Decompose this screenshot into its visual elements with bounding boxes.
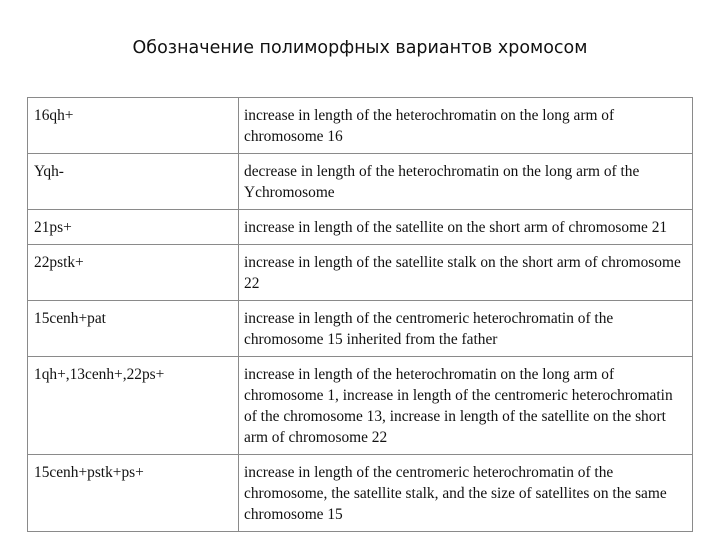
variant-code: 15cenh+pstk+ps+ (28, 455, 239, 532)
variant-description: increase in length of the centromeric heterochromatin of the chromosome 15 inherited from the father (239, 301, 693, 357)
table-row (28, 245, 693, 301)
variant-code: 15cenh+pat (28, 301, 239, 357)
polymorphism-table (27, 97, 693, 532)
table-row (28, 455, 693, 532)
variant-code: 22pstk+ (28, 245, 239, 301)
variant-code: 21ps+ (28, 210, 239, 245)
table-row (28, 210, 693, 245)
table-row (28, 154, 693, 210)
variant-description: increase in length of the heterochromatin on the long arm of chromosome 16 (239, 98, 693, 154)
table-row (28, 301, 693, 357)
variant-description: increase in length of the heterochromatin on the long arm of chromosome 1, increase in length of the centromeric heterochromatin of the chromosome 13, increase in length of the satellite on the short arm of chromosome 22 (239, 357, 693, 455)
variant-code: 16qh+ (28, 98, 239, 154)
page-title: Обозначение полиморфных вариантов хромосом (132, 38, 588, 58)
variant-description: increase in length of the satellite on the short arm of chromosome 21 (239, 210, 693, 245)
variant-description: increase in length of the satellite stalk on the short arm of chromosome 22 (239, 245, 693, 301)
variant-description: decrease in length of the heterochromatin on the long arm of the Ychromosome (239, 154, 693, 210)
variant-code: Yqh- (28, 154, 239, 210)
variant-description: increase in length of the centromeric heterochromatin of the chromosome, the satellite stalk, and the size of satellites on the same chromosome 15 (239, 455, 693, 532)
table-row (28, 357, 693, 455)
table-row (28, 98, 693, 154)
variant-code: 1qh+,13cenh+,22ps+ (28, 357, 239, 455)
